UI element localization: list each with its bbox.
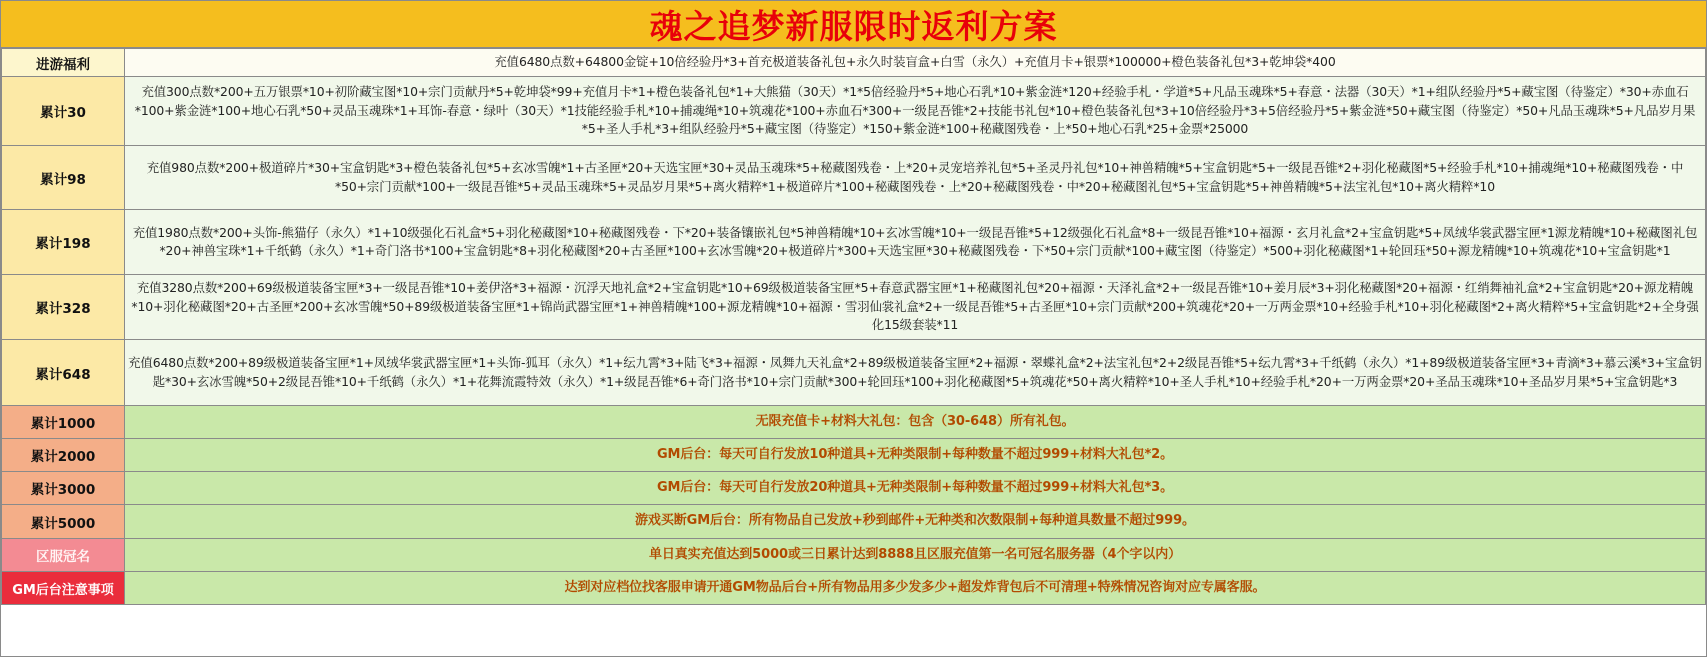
row-label: 累计5000 bbox=[2, 505, 125, 539]
row-content: 充值1980点数*200+头饰-熊猫仔（永久）*1+10级强化石礼盒*5+羽化秘藏图*10+秘藏图残卷・下*20+装备镶嵌礼包*5神兽精魄*10+玄冰雪魄*10+一级昆吾锥*5+12级强化石礼盒*8+一级昆吾锥*10+福源・玄月礼盒*2+宝盒钥匙*5+凤绒华裳武器宝匣*1源龙精魄*10+秘藏图礼包*20+神兽宝珠*1+千纸鹤（永久）*1+奇门洛书*100+宝盒钥匙*8+羽化秘藏图*20+古圣匣*100+玄冰雪魄*20+极道碎片*300+天选宝匣*30+秘藏图残卷・下*50+宗门贡献*100+藏宝图（待鉴定）*500+羽化秘藏图*1+轮回珏*50+源龙精魄*10+筑魂花*10+宝盒钥匙*1 bbox=[125, 210, 1706, 275]
row-content: 充值6480点数+64800金锭+10倍经验丹*3+首充极道装备礼包+永久时装盲盒+白雪（永久）+充值月卡+银票*100000+橙色装备礼包*3+乾坤袋*400 bbox=[125, 49, 1706, 77]
row-content: 达到对应档位找客服申请开通GM物品后台+所有物品用多少发多少+超发炸背包后不可清理+特殊情况咨询对应专属客服。 bbox=[125, 572, 1706, 605]
table-row-gm-notes bbox=[2, 572, 1706, 605]
row-label: 累计1000 bbox=[2, 406, 125, 439]
row-label: 累计328 bbox=[2, 275, 125, 340]
table-row-tier-3000 bbox=[2, 472, 1706, 505]
row-content: 充值6480点数*200+89级极道装备宝匣*1+凤绒华裳武器宝匣*1+头饰-狐耳（永久）*1+纭九霄*3+陆飞*3+福源・凤舞九天礼盒*2+89级极道装备宝匣*2+福源・翠蝶礼盒*2+法宝礼包*2+2级昆吾锥*5+纭九霄*3+千纸鹤（永久）*1+89级极道装备宝匣*3+青滴*3+慕云溪*3+宝盒钥匙*30+玄冰雪魄*50+2级昆吾锥*10+千纸鹤（永久）*1+花舞流霞特效（永久）*1+级昆吾锥*6+奇门洛书*10+宗门贡献*300+轮回珏*100+羽化秘藏图*5+筑魂花*50+离火精粹*10+圣人手札*10+经验手札*20+一万两金票*20+圣品玉魂珠*10+圣品岁月果*5+宝盒钥匙*3 bbox=[125, 340, 1706, 406]
table-row-tier-198 bbox=[2, 210, 1706, 275]
row-content: 游戏买断GM后台：所有物品自己发放+秒到邮件+无种类和次数限制+每种道具数量不超过999。 bbox=[125, 505, 1706, 539]
row-content: 无限充值卡+材料大礼包：包含（30-648）所有礼包。 bbox=[125, 406, 1706, 439]
sheet-title: 魂之追梦新服限时返利方案 bbox=[1, 1, 1706, 48]
row-content: 单日真实充值达到5000或三日累计达到8888且区服充值第一名可冠名服务器（4个字以内） bbox=[125, 539, 1706, 572]
row-content: 充值3280点数*200+69级极道装备宝匣*3+一级昆吾锥*10+姜伊洛*3+福源・沉浮天地礼盒*2+宝盒钥匙*10+69级极道装备宝匣*5+春意武器宝匣*1+秘藏图礼包*20+福源・天泽礼盒*2+一级昆吾锥*10+姜月辰*3+羽化秘藏图*20+福源・红绡舞袖礼盒*2+宝盒钥匙*20+源龙精魄*10+羽化秘藏图*20+古圣匣*200+玄冰雪魄*50+89级极道装备宝匣*1+锦尚武器宝匣*1+神兽精魄*100+源龙精魄*10+福源・雪羽仙裳礼盒*2+一级昆吾锥*5+古圣匣*10+宗门贡献*200+筑魂花*20+一万两金票*10+经验手札*10+羽化秘藏图*2+离火精粹*5+宝盒钥匙*2+全身强化15级套装*11 bbox=[125, 275, 1706, 340]
row-label: 累计30 bbox=[2, 77, 125, 146]
table-row-tier-1000 bbox=[2, 406, 1706, 439]
row-label: 累计198 bbox=[2, 210, 125, 275]
table-row-tier-5000 bbox=[2, 505, 1706, 539]
row-label: GM后台注意事项 bbox=[2, 572, 125, 605]
rebate-table bbox=[1, 48, 1706, 605]
row-content: 充值300点数*200+五万银票*10+初阶藏宝图*10+宗门贡献丹*5+乾坤袋*99+充值月卡*1+橙色装备礼包*1+大熊猫（30天）*1*5倍经验丹*5+地心石乳*10+紫金涟*120+经验手札・学道*5+凡品玉魂珠*5+春意・法器（30天）*1+组队经验丹*5+藏宝图（待鉴定）*30+赤血石*100+紫金涟*100+地心石乳*50+灵品玉魂珠*1+耳饰-春意・绿叶（30天）*1技能经验手札*10+捕魂绳*10+筑魂花*100+赤血石*300+一级昆吾锥*2+技能书礼包*10+橙色装备礼包*3+10倍经验丹*3+5倍经验丹*5+紫金涟*50+藏宝图（待鉴定）*50+凡品玉魂珠*5+凡品岁月果*5+圣人手札*3+组队经验丹*5+藏宝图（待鉴定）*150+紫金涟*100+秘藏图残卷・上*50+地心石乳*25+金票*25000 bbox=[125, 77, 1706, 146]
table-row-tier-30 bbox=[2, 77, 1706, 146]
row-content: GM后台：每天可自行发放10种道具+无种类限制+每种数量不超过999+材料大礼包*2。 bbox=[125, 439, 1706, 472]
row-label: 区服冠名 bbox=[2, 539, 125, 572]
row-label: 进游福利 bbox=[2, 49, 125, 77]
table-row-server-naming bbox=[2, 539, 1706, 572]
table-row-tier-2000 bbox=[2, 439, 1706, 472]
table-row-tier-98 bbox=[2, 146, 1706, 210]
row-content: GM后台：每天可自行发放20种道具+无种类限制+每种数量不超过999+材料大礼包*3。 bbox=[125, 472, 1706, 505]
row-label: 累计2000 bbox=[2, 439, 125, 472]
table-row-tier-648 bbox=[2, 340, 1706, 406]
table-row-entry-bonus bbox=[2, 49, 1706, 77]
row-label: 累计3000 bbox=[2, 472, 125, 505]
row-content: 充值980点数*200+极道碎片*30+宝盒钥匙*3+橙色装备礼包*5+玄冰雪魄*1+古圣匣*20+天选宝匣*30+灵品玉魂珠*5+秘藏图残卷・上*20+灵宠培养礼包*5+圣灵丹礼包*10+神兽精魄*5+宝盒钥匙*5+一级昆吾锥*2+羽化秘藏图*5+经验手札*10+捕魂绳*10+秘藏图残卷・中*50+宗门贡献*100+一级昆吾锥*5+灵品玉魂珠*5+灵品岁月果*5+离火精粹*1+极道碎片*100+秘藏图残卷・上*20+秘藏图残卷・中*20+秘藏图礼包*5+宝盒钥匙*5+神兽精魄*5+法宝礼包*10+离火精粹*10 bbox=[125, 146, 1706, 210]
row-label: 累计98 bbox=[2, 146, 125, 210]
row-label: 累计648 bbox=[2, 340, 125, 406]
table-row-tier-328 bbox=[2, 275, 1706, 340]
